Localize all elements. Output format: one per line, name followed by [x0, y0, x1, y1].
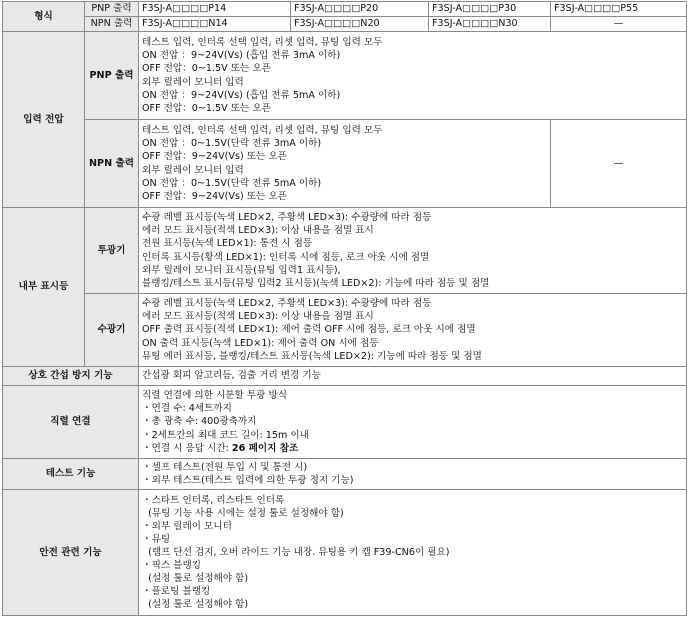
mutual-interference-value: 간섭광 회피 알고리듬, 검출 거리 변경 기능	[139, 367, 687, 386]
spec-line: ・외부 릴레이 모니터	[142, 520, 232, 532]
model-n14: F3SJ-A□□□□N14	[139, 17, 291, 32]
input-npn-label: NPN 출력	[85, 120, 139, 208]
input-npn-p55-none: —	[551, 120, 687, 208]
spec-line: OFF 전압：0~1.5V 또는 오픈	[142, 102, 271, 114]
spec-line: 수광 레벨 표시등(녹색 LED×2, 주황색 LED×3): 수광량에 따라 점등	[142, 298, 432, 310]
safety-functions-row	[3, 490, 687, 616]
model-p30: F3SJ-A□□□□P30	[429, 2, 551, 17]
spec-line: 외부 릴레이 모니터 입력	[142, 76, 244, 88]
spec-line: 전원 표시등(녹색 LED×1): 통전 시 점등	[142, 238, 313, 250]
safety-functions-label: 안전 관련 기능	[3, 490, 139, 616]
type-label: 형식	[3, 2, 85, 32]
model-p14: F3SJ-A□□□□P14	[139, 2, 291, 17]
spec-line: (뮤팅 기능 사용 시에는 설정 툴로 설정해야 함)	[142, 507, 344, 519]
spec-line: ・외부 테스트(테스트 입력에 의한 투광 정지 기능)	[142, 475, 354, 486]
spec-line: 블랭킹/테스트 표시등(뮤팅 입력2 표시등)(녹색 LED×2): 기능에 따라 점등 및 점멸	[142, 277, 490, 289]
response-time-page-ref: 26 페이지 참조	[231, 442, 299, 454]
spec-line: ・픽스 블랭킹	[142, 560, 201, 572]
spec-line: (설정 툴로 설정해야 함)	[142, 573, 249, 585]
spec-line: OFF 전압：0~1.5V 또는 오픈	[142, 63, 271, 75]
emitter-spec	[139, 208, 687, 294]
test-function-label: 테스트 기능	[3, 459, 139, 490]
spec-table	[2, 1, 687, 616]
spec-line: ・총 광축 수: 400광축까지	[142, 416, 257, 428]
spec-line: 에러 모드 표시등(적색 LED×3): 이상 내용을 점멸 표시	[142, 311, 374, 323]
spec-line: ON 전압 ：0~1.5V(단락 전류 3mA 이하)	[142, 138, 322, 150]
spec-line: ON 전압 ：9~24V(Vs) (흡입 전류 3mA 이하)	[142, 50, 341, 62]
type-npn-label: NPN 출력	[85, 17, 139, 32]
safety-functions-spec	[139, 490, 687, 616]
mutual-interference-label: 상호 간섭 방지 기능	[3, 367, 139, 386]
receiver-label: 수광기	[85, 294, 139, 367]
test-function-row	[3, 459, 687, 490]
input-voltage-pnp-row	[3, 32, 687, 120]
spec-line: ・셀프 테스트(전원 투입 시 및 통전 시)	[142, 461, 308, 473]
spec-line: 테스트 입력, 인터록 선택 입력, 리셋 입력, 뮤팅 입력 모두	[142, 37, 383, 49]
model-n30: F3SJ-A□□□□N30	[429, 17, 551, 32]
model-p20: F3SJ-A□□□□P20	[291, 2, 429, 17]
spec-line: ・뮤팅	[142, 533, 171, 545]
spec-line: ON 전압 ：9~24V(Vs) (흡입 전류 5mA 이하)	[142, 89, 341, 101]
spec-line: 외부 릴레이 모니터 표시등(뮤팅 입력1 표시등),	[142, 264, 341, 276]
spec-line: ON 전압 ：0~1.5V(단락 전류 5mA 이하)	[142, 177, 322, 189]
spec-line: ON 출력 표시등(녹색 LED×1): 제어 출력 ON 시에 점등	[142, 337, 379, 349]
spec-line: (램프 단선 검지, 오버 라이드 기능 내장. 뮤팅용 키 캡 F39-CN6이 필요)	[142, 546, 450, 558]
model-n55-none: —	[551, 17, 687, 32]
spec-line: 인터록 표시등(황색 LED×1): 인터록 시에 점등, 로크 아웃 시에 점멸	[142, 251, 430, 263]
input-npn-spec	[139, 120, 551, 208]
spec-line: ・플로팅 블랭킹	[142, 586, 211, 598]
spec-line	[142, 442, 683, 455]
type-row-pnp	[3, 2, 687, 17]
spec-line: OFF 전압：9~24V(Vs) 또는 오픈	[142, 151, 287, 163]
spec-line: 테스트 입력, 인터록 선택 입력, 리셋 입력, 뮤팅 입력 모두	[142, 125, 383, 137]
mutual-interference-row	[3, 367, 687, 386]
emitter-label: 투광기	[85, 208, 139, 294]
spec-line: 수광 레벨 표시등(녹색 LED×2, 주황색 LED×3): 수광량에 따라 점등	[142, 212, 432, 224]
input-pnp-spec	[139, 32, 687, 120]
spec-line: ・스타트 인터록, 리스타트 인터록	[142, 494, 285, 506]
spec-line: OFF 출력 표시등(적색 LED×1): 제어 출력 OFF 시에 점등, 로크 아웃 시에 점멸	[142, 324, 476, 336]
spec-line: OFF 전압：9~24V(Vs) 또는 오픈	[142, 190, 287, 202]
indicators-label: 내부 표시등	[3, 208, 85, 367]
test-function-spec	[139, 459, 687, 490]
series-connection-row	[3, 386, 687, 459]
spec-line: ・연결 수: 4세트까지	[142, 403, 232, 415]
spec-line: 에러 모드 표시등(적색 LED×3): 이상 내용을 점멸 표시	[142, 225, 374, 237]
receiver-spec	[139, 294, 687, 367]
model-p55: F3SJ-A□□□□P55	[551, 2, 687, 17]
indicators-receiver-row	[3, 294, 687, 367]
model-n20: F3SJ-A□□□□N20	[291, 17, 429, 32]
spec-line: ・2세트간의 최대 코드 길이: 15m 이내	[142, 429, 309, 441]
series-connection-label: 직렬 연결	[3, 386, 139, 459]
spec-line: 직렬 연결에 의한 시분할 투광 방식	[142, 390, 287, 402]
input-pnp-label: PNP 출력	[85, 32, 139, 120]
spec-line: 뮤팅 에러 표시등, 블랭킹/테스트 표시등(녹색 LED×2): 기능에 따라 점등 및 점멸	[142, 350, 482, 362]
spec-line: 외부 릴레이 모니터 입력	[142, 164, 244, 176]
type-pnp-label: PNP 출력	[85, 2, 139, 17]
series-connection-spec	[139, 386, 687, 459]
spec-line: (설정 툴로 설정해야 함)	[142, 599, 249, 611]
response-time-prefix: ・연결 시 응답 시간:	[142, 442, 232, 454]
input-voltage-npn-row	[3, 120, 687, 208]
indicators-emitter-row	[3, 208, 687, 294]
type-row-npn	[3, 17, 687, 32]
input-voltage-label: 입력 전압	[3, 32, 85, 208]
